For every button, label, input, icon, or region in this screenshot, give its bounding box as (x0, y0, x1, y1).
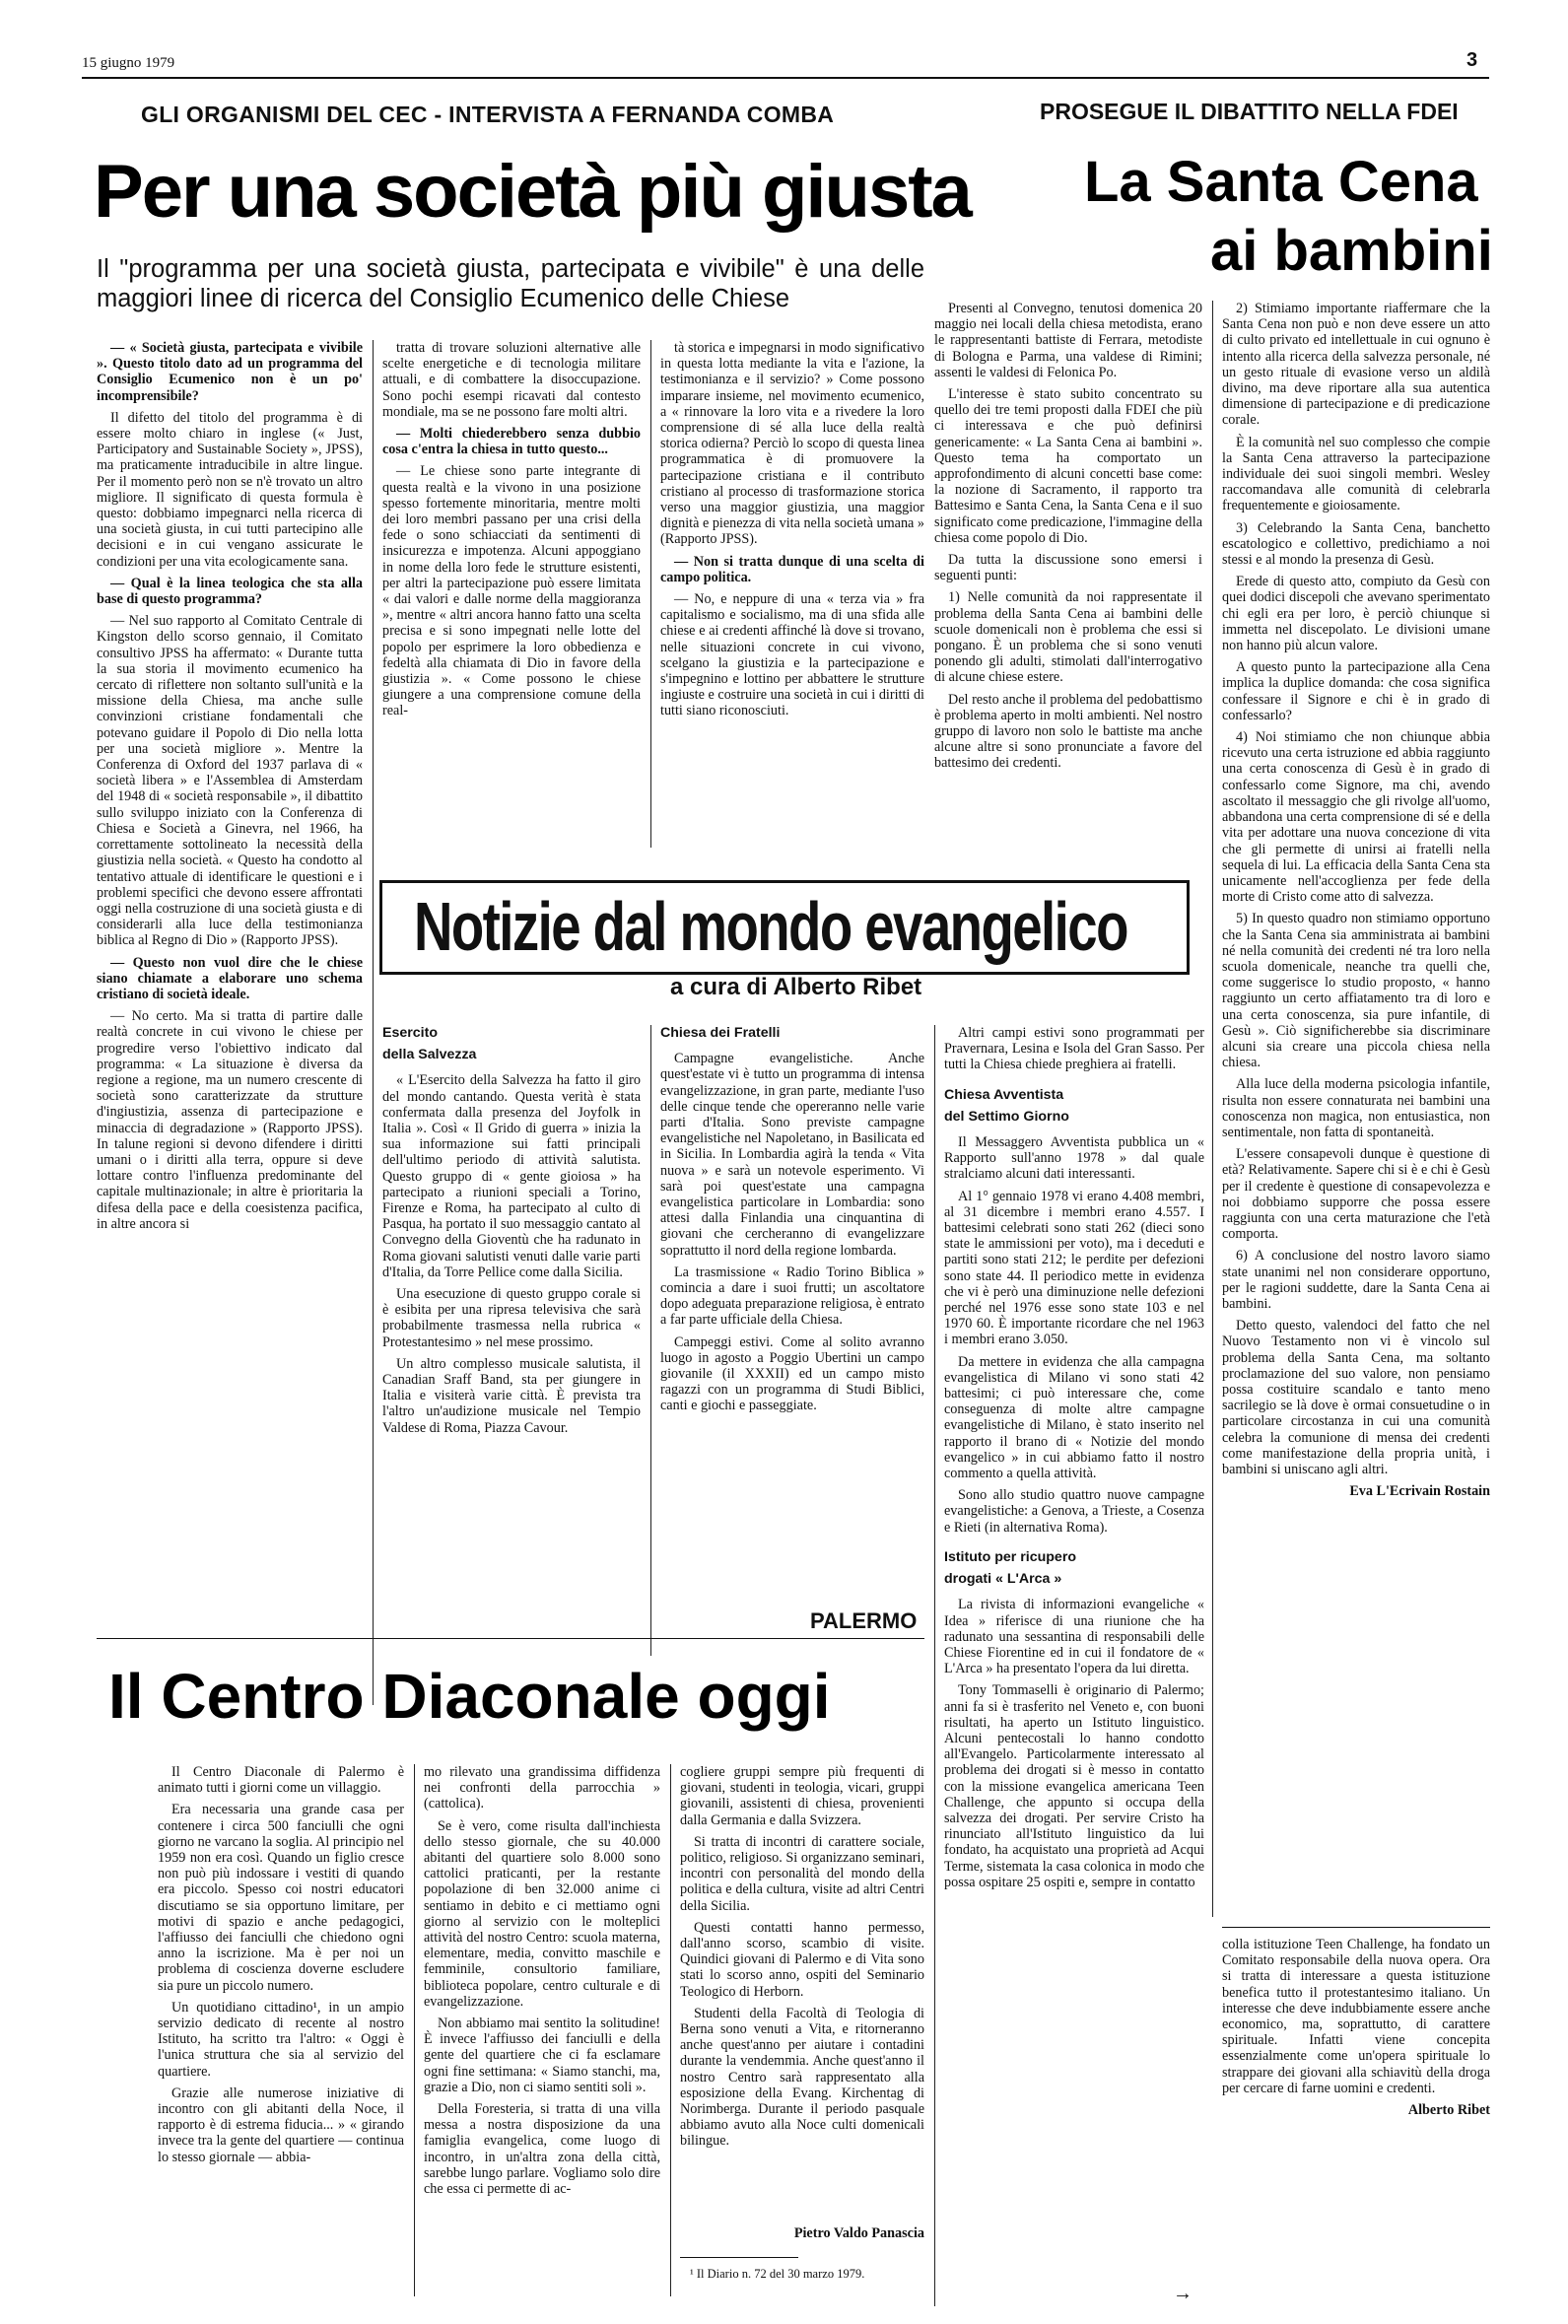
right-title-line2: ai bambini (1210, 219, 1493, 283)
paragraph: La trasmissione « Radio Torino Biblica » comincia a dare i suoi frutti; un ascoltatore dopo adeguata preparazione religiosa, è entrato a far parte ufficiale della Chiesa. (660, 1264, 924, 1329)
paragraph: Sono allo studio quattro nuove campagne evangelistiche: a Genova, a Trieste, a Cosenza e Rieti (in alternativa Roma). (944, 1487, 1204, 1536)
paragraph: Se è vero, come risulta dall'inchiesta dello stesso giornale, che su 40.000 abitanti del quartiere solo 8.000 sono cattolici praticanti, per la restante popolazione di ben 32.000 anime ci sentiamo in debito e ci mettiamo ogni giorno al servizio con le molteplici attività del nostro Centro: scuola materna, elementare, media, convitto maschile e femminile, consultorio familiare, biblioteca popolare, centro culturale e di evangelizzazione. (424, 1817, 660, 2010)
paragraph: Campeggi estivi. Come al solito avranno luogo in agosto a Poggio Ubertini un campo giovanile (il XXXII) ed un campo misto ragazzi con un programma di Studi Biblici, canti e giochi e passeggiate. (660, 1333, 924, 1414)
paragraph: 1) Nelle comunità da noi rappresentate il problema della Santa Cena ai bambini delle scuole domenicali non è problema che essi si pongano. È un problema che si sono venuti ponendo gli adulti, stimolati dall'interrogativo di alcune chiese estere. (934, 589, 1202, 686)
paragraph: — No, e neppure di una « terza via » fra capitalismo e socialismo, ma di una sfida alle chiese e ai credenti affinché là dove si trovano, nelle situazioni concrete in cui vivono, scelgano la giustizia e la partecipazione e s'impegnino e lottino per abbattere le strutture ingiuste e costruire una società in cui i diritti di tutti siano riconosciuti. (660, 591, 924, 719)
right-article-col-b (1222, 301, 1490, 1917)
right-article-col-a (934, 301, 1202, 848)
paragraph: — Qual è la linea teologica che sta alla base di questo programma? (97, 575, 363, 608)
palermo-rule (97, 1638, 924, 1639)
column-rule (650, 1025, 651, 1656)
paragraph: Il Centro Diaconale di Palermo è animato tutti i giorni come un villaggio. (158, 1764, 404, 1797)
paragraph: 3) Celebrando la Santa Cena, banchetto escatologico e collettivo, predichiamo a noi stessi e al mondo la presenza di Gesù. (1222, 519, 1490, 569)
paragraph: La rivista di informazioni evangeliche « Idea » riferisce di una riunione che ha radunato una sessantina di responsabili delle Chiese Fiorentine ed in cui il fondatore de « L'Arca » ha presentato l'opera da lui diretta. (944, 1597, 1204, 1677)
fratelli-col (660, 1025, 924, 1616)
fratelli-heading: Chiesa dei Fratelli (660, 1025, 781, 1041)
footnote: ¹ Il Diario n. 72 del 30 marzo 1979. (690, 2267, 865, 2281)
paragraph: Della Foresteria, si tratta di una villa messa a nostra disposizione da una famiglia evangelica, come luogo di incontro, in un'altra zona della città, sarebbe lungo parlare. Vogliamo solo dire che essa ci permette di ac- (424, 2101, 660, 2198)
palermo-col2 (424, 1764, 660, 2316)
right-title-line1: La Santa Cena (1084, 150, 1478, 214)
paragraph: — « Società giusta, partecipata e vivibile ». Questo titolo dato ad un programma del Consiglio Ecumenico non è un po' incomprensibile? (97, 340, 363, 404)
footnote-rule (680, 2257, 798, 2258)
signature: Eva L'Ecrivain Rostain (1349, 1483, 1490, 1500)
teen-rule (1222, 1927, 1490, 1928)
left-article-col2 (382, 340, 641, 848)
paragraph: — Questo non vuol dire che le chiese siano chiamate a elaborare uno schema cristiano di società ideale. (97, 954, 363, 1002)
paragraph: Erede di questo atto, compiuto da Gesù con quei dodici discepoli che avevano sperimentato chi egli era per loro, è perciò chiunque si immetta nel discepolato. Le divisioni umane non hanno più alcun valore. (1222, 574, 1490, 654)
paragraph: Non abbiamo mai sentito la solitudine! È invece l'affiusso dei fanciulli e della gente del quartiere che ci fa esclamare ogni fine settimana: « Siamo stanchi, ma, grazie a Dio, non ci siamo sentiti soli ». (424, 2016, 660, 2095)
arca-heading-2: drogati « L'Arca » (944, 1571, 1062, 1588)
left-kicker: GLI ORGANISMI DEL CEC - INTERVISTA A FERNANDA COMBA (141, 102, 835, 127)
paragraph: Una esecuzione di questo gruppo corale si è esibita per una ripresa televisiva che sarà probabilmente trasmessa nella rubrica « Protestantesimo » nel mese prossimo. (382, 1286, 641, 1350)
paragraph: A questo punto la partecipazione alla Cena implica la duplice domanda: che cosa significa confessare il Signore e chi è in grado di confessarlo? (1222, 659, 1490, 723)
column-rule (650, 340, 651, 848)
paragraph: — Nel suo rapporto al Comitato Centrale di Kingston dello scorso gennaio, il Comitato consultivo JPSS ha affermato: « Durante tutta la sua storia il movimento ecumenico ha cercato di riflettere non soltanto sull'unità e la missione della Chiesa, ma anche sulle convinzioni cristiane fondamentali che potevano guidare il Popolo di Dio nella lotta per una società migliore ». Mentre la Conferenza di Oxford del 1937 parlava di « società libera » e l'Assemblea di Amsterdam del 1948 di « società responsabile », il dibattito sullo sviluppo iniziato con la Conferenza di Chiesa e Società a Ginevra, nel 1966, ha correttamente sottolineato la necessità della giustizia nella società. « Questo ha condotto al tentativo attuale di identificare le questioni e i problemi specifici che devono essere affrontati oggi nella costruzione di una società giusta e di considerarli alla luce della testimonianza biblica al Regno di Dio » (Rapporto JPSS). (97, 613, 363, 949)
arca-heading-1: Istituto per ricupero (944, 1548, 1077, 1565)
paragraph: 6) A conclusione del nostro lavoro siamo state unanimi nel non considerare opportuno, per le ragioni suddette, dare la Santa Cena ai bambini. (1222, 1248, 1490, 1312)
paragraph: « L'Esercito della Salvezza ha fatto il giro del mondo cantando. Questa verità è stata confermata dalla presenza del Joyfolk in Italia ». Così « Il Grido di guerra » inizia la sua informazione sui fatti principali dell'ultimo periodo di attività salutista. Questo gruppo di « gente gioiosa » ha partecipato a riunioni speciali a Torino, Firenze e Roma, ha partecipato al culto di Pasqua, ha portato il suo messaggio cantato al Convegno della Gioventù che ha radunato in Roma giovani salutisti venuti dalle varie parti d'Italia, da Torre Pellice come dalla Sicilia. (382, 1072, 641, 1280)
left-subtitle: Il "programma per una società giusta, partecipata e vivibile" è una delle maggiori linee di ricerca del Consiglio Ecumenico delle Chiese (97, 255, 924, 312)
page-date: 15 giugno 1979 (82, 55, 175, 71)
paragraph: Al 1° gennaio 1978 vi erano 4.408 membri, al 31 dicembre i membri erano 4.557. I battesimi celebrati sono stati 262 (dieci sono state le ammissioni per voto), ma i deceduti e partiti sono stati 212; le perdite per defezioni sono state 44. Il periodico mette in evidenza che vi è però una diminuzione nelle defezioni perché nel 1976 esse sono state 103 e nel 1970 60. È importante ricordare che nel 1963 i membri erano 3.050. (944, 1188, 1204, 1348)
paragraph: 2) Stimiamo importante riaffermare che la Santa Cena non può e non deve essere un atto di culto privato ed intellettuale in cui ognuno è intento alla ricerca della salvezza personale, né un gesto rituale di evasione verso un aldilà divino, ma deve riportare alla sua autentica dimensione di partecipazione e di predicazione corale. (1222, 301, 1490, 429)
paragraph: Del resto anche il problema del pedobattismo è problema aperto in molti ambienti. Nel nostro gruppo di lavoro non solo le battiste ma anche alcune altre si sono pronunciate a favore del battesimo dei credenti. (934, 691, 1202, 772)
paragraph: — No certo. Ma si tratta di partire dalle realtà concrete in cui vivono le chiese per progredire verso l'obiettivo indicato dal programma: « La situazione è diversa da regione a regione, ma un numero crescente di società sono caratterizzate da strutture d'ingiustizia, assenza di partecipazione e minaccia di degradazione » (Rapporto JPSS). In talune regioni si devono difendere i diritti umani o i diritti alla terra, oppure si deve lottare contro l'influenza predominante del capitale multinazionale; in altre è prioritaria la difesa della pace e della coesistenza pacifica, in altre ancora si (97, 1008, 363, 1232)
signature: Alberto Ribet (1407, 2102, 1490, 2119)
paragraph: Questi contatti hanno permesso, dall'anno scorso, scambio di visite. Quindici giovani di Palermo e di Vita sono stati lo scorso anno, ospiti del Seminario Teologico di Herborn. (680, 1919, 924, 2000)
esercito-col (382, 1025, 641, 1656)
paragraph: Tony Tommaselli è originario di Palermo; anni fa si è trasferito nel Veneto e, con buoni risultati, ha aperto un Istituto linguistico. Alcuni pentecostali lo hanno condotto all'Evangelo. Particolarmente interessato al problema dei drogati si è messo in contatto con la missione evangelica americana Teen Challenge, che appunto si occupa della salvezza dei drogati. Per servire Cristo ha rinunciato all'Istituto linguistico da lui fondato, ha acquistato una proprietà ad Acqui Terme, sistemata la casa colonica in modo che possa ospitare 25 ospiti e, sempre in contatto (944, 1682, 1204, 1890)
paragraph: cogliere gruppi sempre più frequenti di giovani, studenti in teologia, vicari, gruppi giovanili, assistenti di chiesa, provenienti dalla Germania e dalla Svizzera. (680, 1764, 924, 1828)
column-rule (670, 1764, 671, 2296)
paragraph: Presenti al Convegno, tenutosi domenica 20 maggio nei locali della chiesa metodista, erano le rappresentanti battiste di Ferrara, metodiste di Bologna e Parma, una valdese di Rimini; assenti le valdesi di Felonica Po. (934, 301, 1202, 380)
palermo-col3 (680, 1764, 924, 2218)
paragraph: — Le chiese sono parte integrante di questa realtà e la vivono in una posizione spesso fortemente minoritaria, mentre molti dei loro membri passano per una crisi della fede o sono schiacciati da sentimenti di insicurezza e impotenza. Alcuni appoggiano in nome della loro fede le strutture esistenti, per altri la partecipazione può essere limitata « dai valori e dalle norme della maggioranza », mentre « altri ancora hanno fatto una scelta precisa e si sono impegnati nelle lotte del popolo per esprimere la loro obbedienza e fedeltà alla chiamata di Dio in favore della giustizia ». « Come possono le chiese giungere a una comprensione comune della real- (382, 463, 641, 719)
palermo-col1 (158, 1764, 404, 2316)
paragraph: L'essere consapevoli dunque è questione di età? Relativamente. Sapere chi si è e chi è Gesù per il credente è questione di consapevolezza e noi dobbiamo supporre che possa essere raggiunta con una certa maturazione che l'età comporta. (1222, 1146, 1490, 1243)
paragraph: — Molti chiederebbero senza dubbio cosa c'entra la chiesa in tutto questo... (382, 426, 641, 458)
notizie-title: Notizie dal mondo evangelico (414, 888, 1127, 965)
left-title: Per una società più giusta (94, 150, 971, 234)
palermo-signature: Pietro Valdo Panascia (793, 2225, 924, 2241)
right-kicker: PROSEGUE IL DIBATTITO NELLA FDEI (1040, 99, 1459, 124)
paragraph: Studenti della Facoltà di Teologia di Berna sono venuti a Vita, e ritorneranno anche quest'anno per aiutare i contadini durante la vendemmia. Anche quest'anno il nostro Centro sarà rappresentato alla esposizione della Evang. Kirchentag di Norimberga. Durante il periodo pasquale abbiamo avuto alla Noce culti domenicali bilingue. (680, 2005, 924, 2150)
column-rule (934, 1025, 935, 2306)
paragraph: 4) Noi stimiamo che non chiunque abbia ricevuto una certa istruzione ed abbia raggiunto una certa conoscenza di Gesù è in grado di confessarlo come Signore, ma chi, avendo ascoltato il messaggio che gli rivolge all'uomo, abbandona una certa comprensione di sé e della vita per adottare una nuova concezione di vita che gli permette di unirsi ai fratelli nella sequela di lui. La efficacia della Santa Cena sta unicamente nell'accoglienza per fede della morte di Cristo come atto di salvezza. (1222, 729, 1490, 906)
esercito-heading-1: Esercito (382, 1025, 438, 1041)
esercito-heading-2: della Salvezza (382, 1047, 477, 1063)
page-number: 3 (1466, 49, 1478, 71)
paragraph: È la comunità nel suo complesso che compie la Santa Cena attraverso la partecipazione individuale dei suoi singoli membri. Wesley raccomandava alle comunità di celebrarla frequentemente e gioiosamente. (1222, 434, 1490, 514)
paragraph: Il Messaggero Avventista pubblica un « Rapporto sull'anno 1978 » dal quale stralciamo alcuni dati interessanti. (944, 1134, 1204, 1183)
paragraph: Il difetto del titolo del programma è di essere molto chiaro in inglese (« Just, Participatory and Sustainable Society », JPSS), ma praticamente intraducibile in altre lingue. Per il momento però non se n'è trovato un altro migliore. Il significato di questa formula è questo: dobbiamo impegnarci nella ricerca di una società giusta, in cui tutti partecipino alle decisioni e in cui vengano assicurate le condizioni per una vita ecologicamente sana. (97, 409, 363, 570)
paragraph: tà storica e impegnarsi in modo significativo in questa lotta mediante la vita e l'azione, la testimonianza e il servizio? » Come possono imparare insieme, nel movimento ecumenico, a « rinnovare la loro vita e a rivedere la loro comprensione di sé alla luce della realtà storica odierna? Perciò lo scopo di questa linea programmatica è di promuovere la partecipazione cristiana e il contributo cristiano al processo di trasformazione storica verso una maggior giustizia, una maggior dignità e pienezza di vita nella società umana » (Rapporto JPSS). (660, 340, 924, 548)
paragraph: L'interesse è stato subito concentrato su quello dei tre temi proposti dalla FDEI che più ci interessava e che può definirsi genericamente: « La Santa Cena ai bambini ». Questo tema ha comportato un approfondimento di alcuni concetti base come: la nozione di Sacramento, il rapporto tra Battesimo e Santa Cena, la Santa Cena e il suo significato come predicazione, l'immagine della chiesa come popolo di Dio. (934, 386, 1202, 546)
paragraph: Alla luce della moderna psicologia infantile, risulta non essere connaturata nei bambini una conoscenza non magica, non entusiastica, non sentimentale, non fatta di spontaneità. (1222, 1076, 1490, 1140)
paragraph: Detto questo, valendoci del fatto che nel Nuovo Testamento non vi è vincolo sul problema della Santa Cena, ma soltanto proclamazione del suo valore, non pensiamo possa costituire scandalo e tanto meno sacrilegio se là dove è ormai consuetudine o in particolare circostanza in cui una comunità celebra la comunione di mensa dei credenti come manifestazione della propria unità, i bambini si uniscano agli altri. (1222, 1318, 1490, 1478)
column-rule (373, 340, 374, 1705)
avventista-heading-2: del Settimo Giorno (944, 1108, 1069, 1125)
left-article-col3 (660, 340, 924, 848)
paragraph: Un altro complesso musicale salutista, il Canadian Sraff Band, sta per giungere in Italia e visiterà varie città. È prevista tra l'altro un'audizione musicale nel Tempio Valdese di Roma, Piazza Cavour. (382, 1355, 641, 1436)
paragraph: Da tutta la discussione sono emersi i seguenti punti: (934, 552, 1202, 584)
header-rule (82, 77, 1489, 79)
paragraph: Si tratta di incontri di carattere sociale, politico, religioso. Si organizzano seminari, incontri con personalità del mondo della politica e della cultura, visite ad altri Centri della Sicilia. (680, 1833, 924, 1914)
paragraph: Altri campi estivi sono programmati per Pravernara, Lesina e Isola del Gran Sasso. Per tutti la Chiesa chiede preghiera ai fratelli. (944, 1025, 1204, 1073)
palermo-title: Il Centro Diaconale oggi (108, 1661, 831, 1732)
paragraph: Campagne evangelistiche. Anche quest'estate vi è tutto un programma di intensa evangelizzazione, in gran parte, mediante l'uso delle cinque tende che opereranno nelle varie parti d'Italia. Sono previste campagne evangelistiche nel Napoletano, in Basilicata ed in Sicilia. In Lombardia agirà la tenda « Vita nuova » e sarà un notevole esperimento. Vi sarà poi quest'estate una campagna evangelistica particolare in Lombardia: sono attesi dalla Finlandia una cinquantina di giovani che cercheranno di evangelizzare soprattutto il nord della regione lombarda. (660, 1051, 924, 1259)
palermo-kicker: PALERMO (810, 1608, 918, 1633)
paragraph: Da mettere in evidenza che alla campagna evangelistica di Milano vi sono stati 42 battesimi; ci può interessare che, come conseguenza di molte altre campagne evangelistiche di Milano, è stato inserito nel rapporto il brano di « Notizie del mondo evangelico » in cui abbiamo fatto il nostro commento a quella attività. (944, 1353, 1204, 1482)
paragraph: colla istituzione Teen Challenge, ha fondato un Comitato responsabile della nuova opera. Ora si tratta di interessare a questa istituzione benefica tutto il protestantesimo italiano. Un interesse che deve indubbiamente essere anche economico, ma, soprattutto, di carattere spirituale. Infatti viene concepita essenzialmente come un'opera spirituale lo strappare dei giovani alla schiavitù della droga per cercare di farne uomini e credenti. (1222, 1937, 1490, 2096)
continue-arrow-icon: → (1173, 2283, 1193, 2304)
teen-col (1222, 1937, 1490, 2316)
left-article-col1 (97, 340, 363, 1705)
paragraph: — Non si tratta dunque di una scelta di campo politica. (660, 553, 924, 585)
notizie-byline: a cura di Alberto Ribet (670, 974, 922, 1000)
paragraph: Era necessaria una grande casa per contenere i circa 500 fanciulli che ogni giorno ne varcano la soglia. Al principio nel 1959 non era così. Quando un figlio cresce non può più indossare i vestiti di quando era piccolo. Spesso coi nostri educatori discutiamo se sia opportuno limitare, per motivi di spazio e anche pedagogici, l'affiusso dei fanciulli che chiedono ogni anno la iscrizione. Ma è per noi un problema di coscienza doverne escludere sia pure un piccolo numero. (158, 1802, 404, 1994)
avventista-col (944, 1025, 1204, 2282)
paragraph: 5) In questo quadro non stimiamo opportuno che la Santa Cena sia amministrata ai bambini né nella comunità dei credenti né tra loro nella scuola domenicale, neanche tra quelli che, come suggerisce lo studio proposto, « hanno raggiunto un certo affiatamento tra di loro e una certa conoscenza, sia pure infantile, di Gesù ». Ciò significherebbe sia discriminare alcuni sia creare una piccola chiesa nella chiesa. (1222, 911, 1490, 1071)
column-rule (414, 1764, 415, 2296)
paragraph: mo rilevato una grandissima diffidenza nei confronti della parrocchia » (cattolica). (424, 1764, 660, 1812)
column-rule (1212, 301, 1213, 1917)
avventista-heading-1: Chiesa Avventista (944, 1086, 1064, 1103)
paragraph: Grazie alle numerose iniziative di incontro con gli abitanti della Noce, il rapporto è di estrema fiducia... » « girando invece tra la gente del quartiere — continua lo stesso giornale — abbia- (158, 2085, 404, 2165)
paragraph: tratta di trovare soluzioni alternative alle scelte energetiche e di tecnologia militare attuali, e di combattere la disoccupazione. Sono pochi esempi ricavati dal contesto mondiale, ma se ne possono fare molti altri. (382, 340, 641, 420)
paragraph: Un quotidiano cittadino¹, in un ampio servizio dedicato di recente al nostro Istituto, ha scritto tra l'altro: « Oggi è l'unica struttura che sia al servizio del quartiere. (158, 1999, 404, 2080)
